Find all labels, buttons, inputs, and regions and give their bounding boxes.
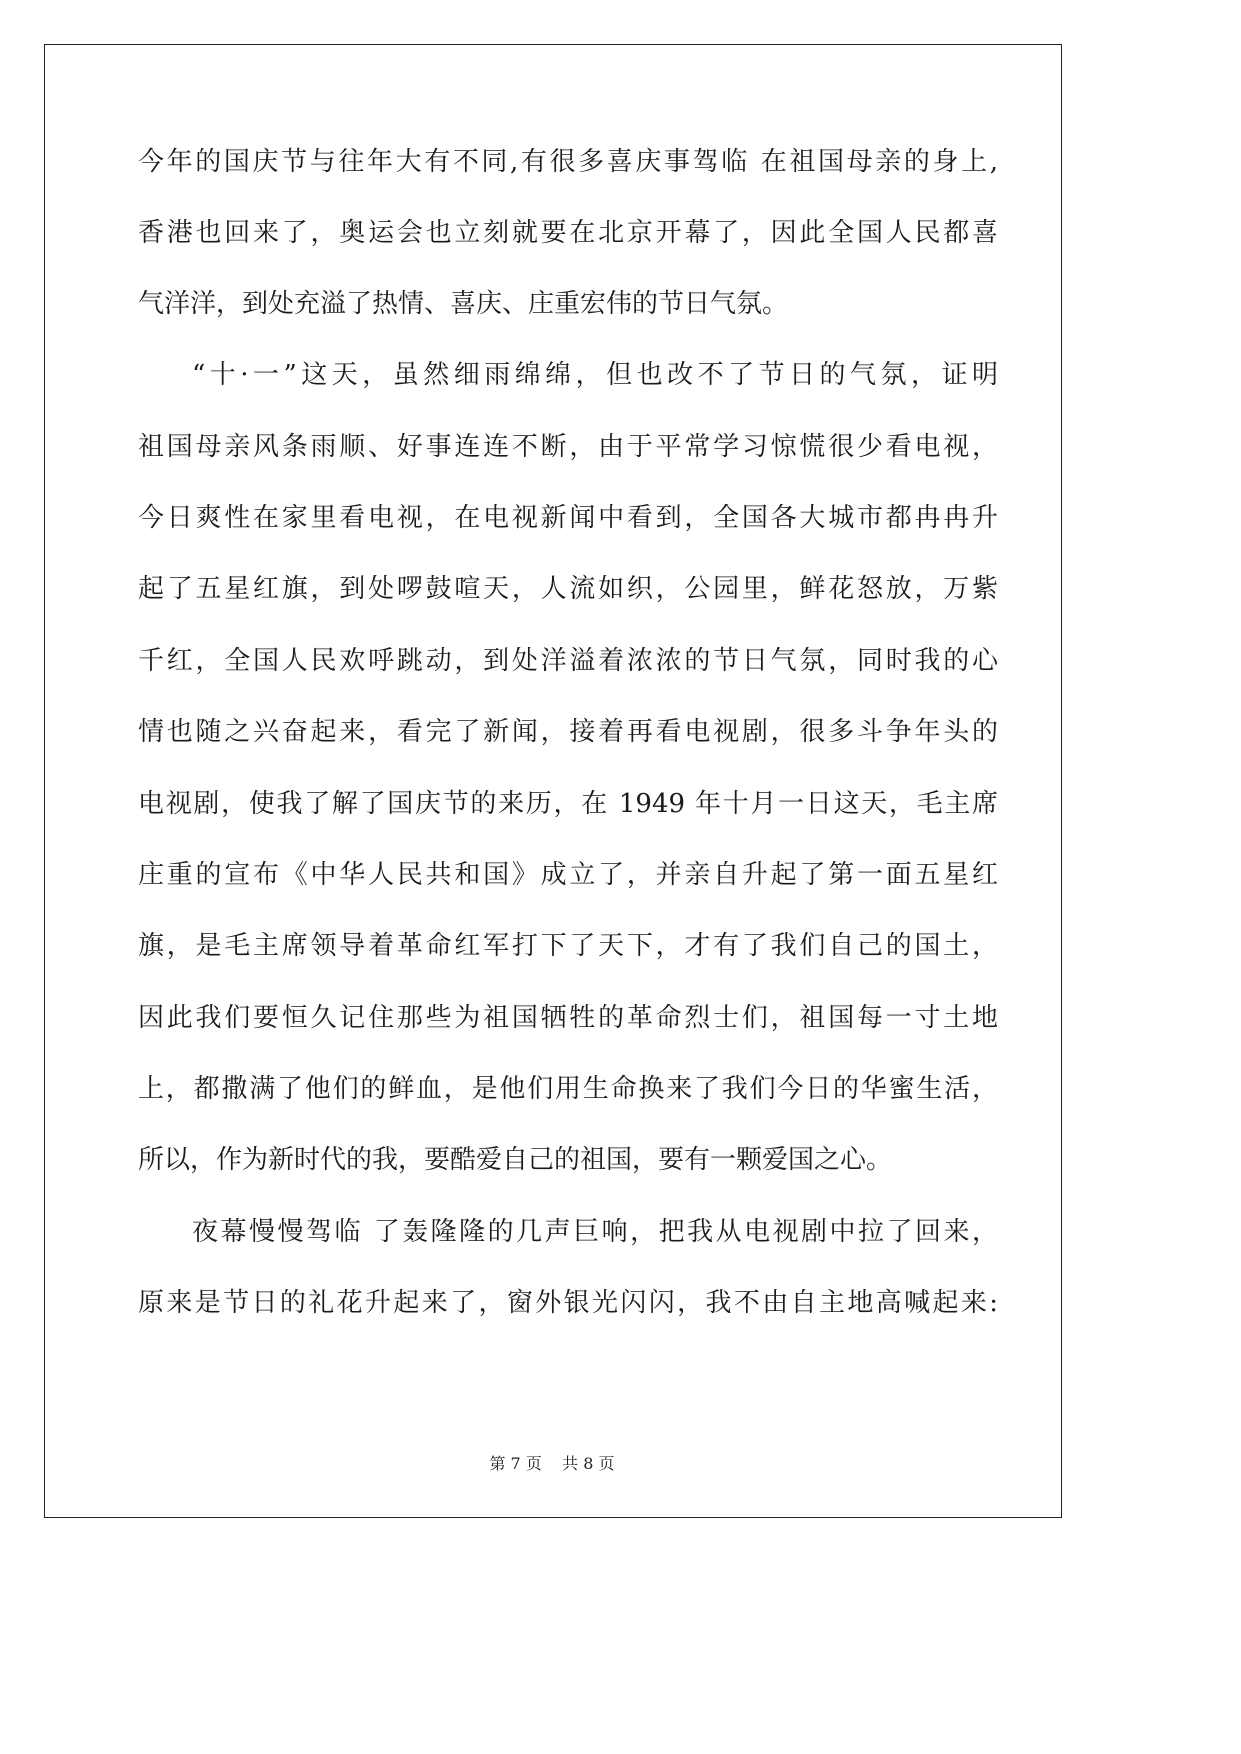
paragraph-2-line-10: 因此我们要恒久记住那些为祖国牺牲的革命烈士们，祖国每一寸土地 bbox=[138, 1003, 998, 1033]
paragraph-2-line-4: 起了五星红旗，到处啰鼓喧天，人流如织，公园里，鲜花怒放，万紫 bbox=[138, 574, 998, 604]
paragraph-2-line-2: 祖国母亲风条雨顺、好事连连不断，由于平常学习惊慌很少看电视， bbox=[138, 432, 998, 462]
paragraph-2-line-6: 情也随之兴奋起来，看完了新闻，接着再看电视剧，很多斗争年头的 bbox=[138, 717, 998, 747]
paragraph-1-line-3: 气洋洋，到处充溢了热情、喜庆、庄重宏伟的节日气氛。 bbox=[138, 289, 789, 319]
paragraph-1-line-2: 香港也回来了，奥运会也立刻就要在北京开幕了，因此全国人民都喜 bbox=[138, 218, 998, 248]
paragraph-2-line-5: 千红，全国人民欢呼跳动，到处洋溢着浓浓的节日气氛，同时我的心 bbox=[138, 646, 998, 676]
paragraph-2-line-12: 所以，作为新时代的我，要酷爱自己的祖国，要有一颗爱国之心。 bbox=[138, 1145, 893, 1175]
paragraph-2-line-3: 今日爽性在家里看电视，在电视新闻中看到，全国各大城市都冉冉升 bbox=[138, 503, 998, 533]
paragraph-1-line-1: 今年的国庆节与往年大有不同,有很多喜庆事驾临 在祖国母亲的身上, bbox=[138, 147, 998, 177]
paragraph-3-line-2: 原来是节日的礼花升起来了，窗外银光闪闪，我不由自主地高喊起来: bbox=[138, 1288, 998, 1318]
paragraph-2-line-11: 上，都撒满了他们的鲜血，是他们用生命换来了我们今日的华蜜生活， bbox=[138, 1074, 998, 1104]
paragraph-3-line-1: 夜幕慢慢驾临 了轰隆隆的几声巨响，把我从电视剧中拉了回来， bbox=[192, 1217, 998, 1247]
paragraph-2-line-7: 电视剧，使我了解了国庆节的来历，在 1949 年十月一日这天，毛主席 bbox=[138, 789, 998, 819]
paragraph-2-line-8: 庄重的宣布《中华人民共和国》成立了，并亲自升起了第一面五星红 bbox=[138, 860, 998, 890]
page-number-footer: 第 7 页 共 8 页 bbox=[489, 1454, 615, 1473]
paragraph-2-line-9: 旗，是毛主席领导着革命红军打下了天下，才有了我们自己的国土， bbox=[138, 931, 998, 961]
paragraph-2-line-1: “十·一”这天，虽然细雨绵绵，但也改不了节日的气氛，证明 bbox=[192, 360, 998, 390]
